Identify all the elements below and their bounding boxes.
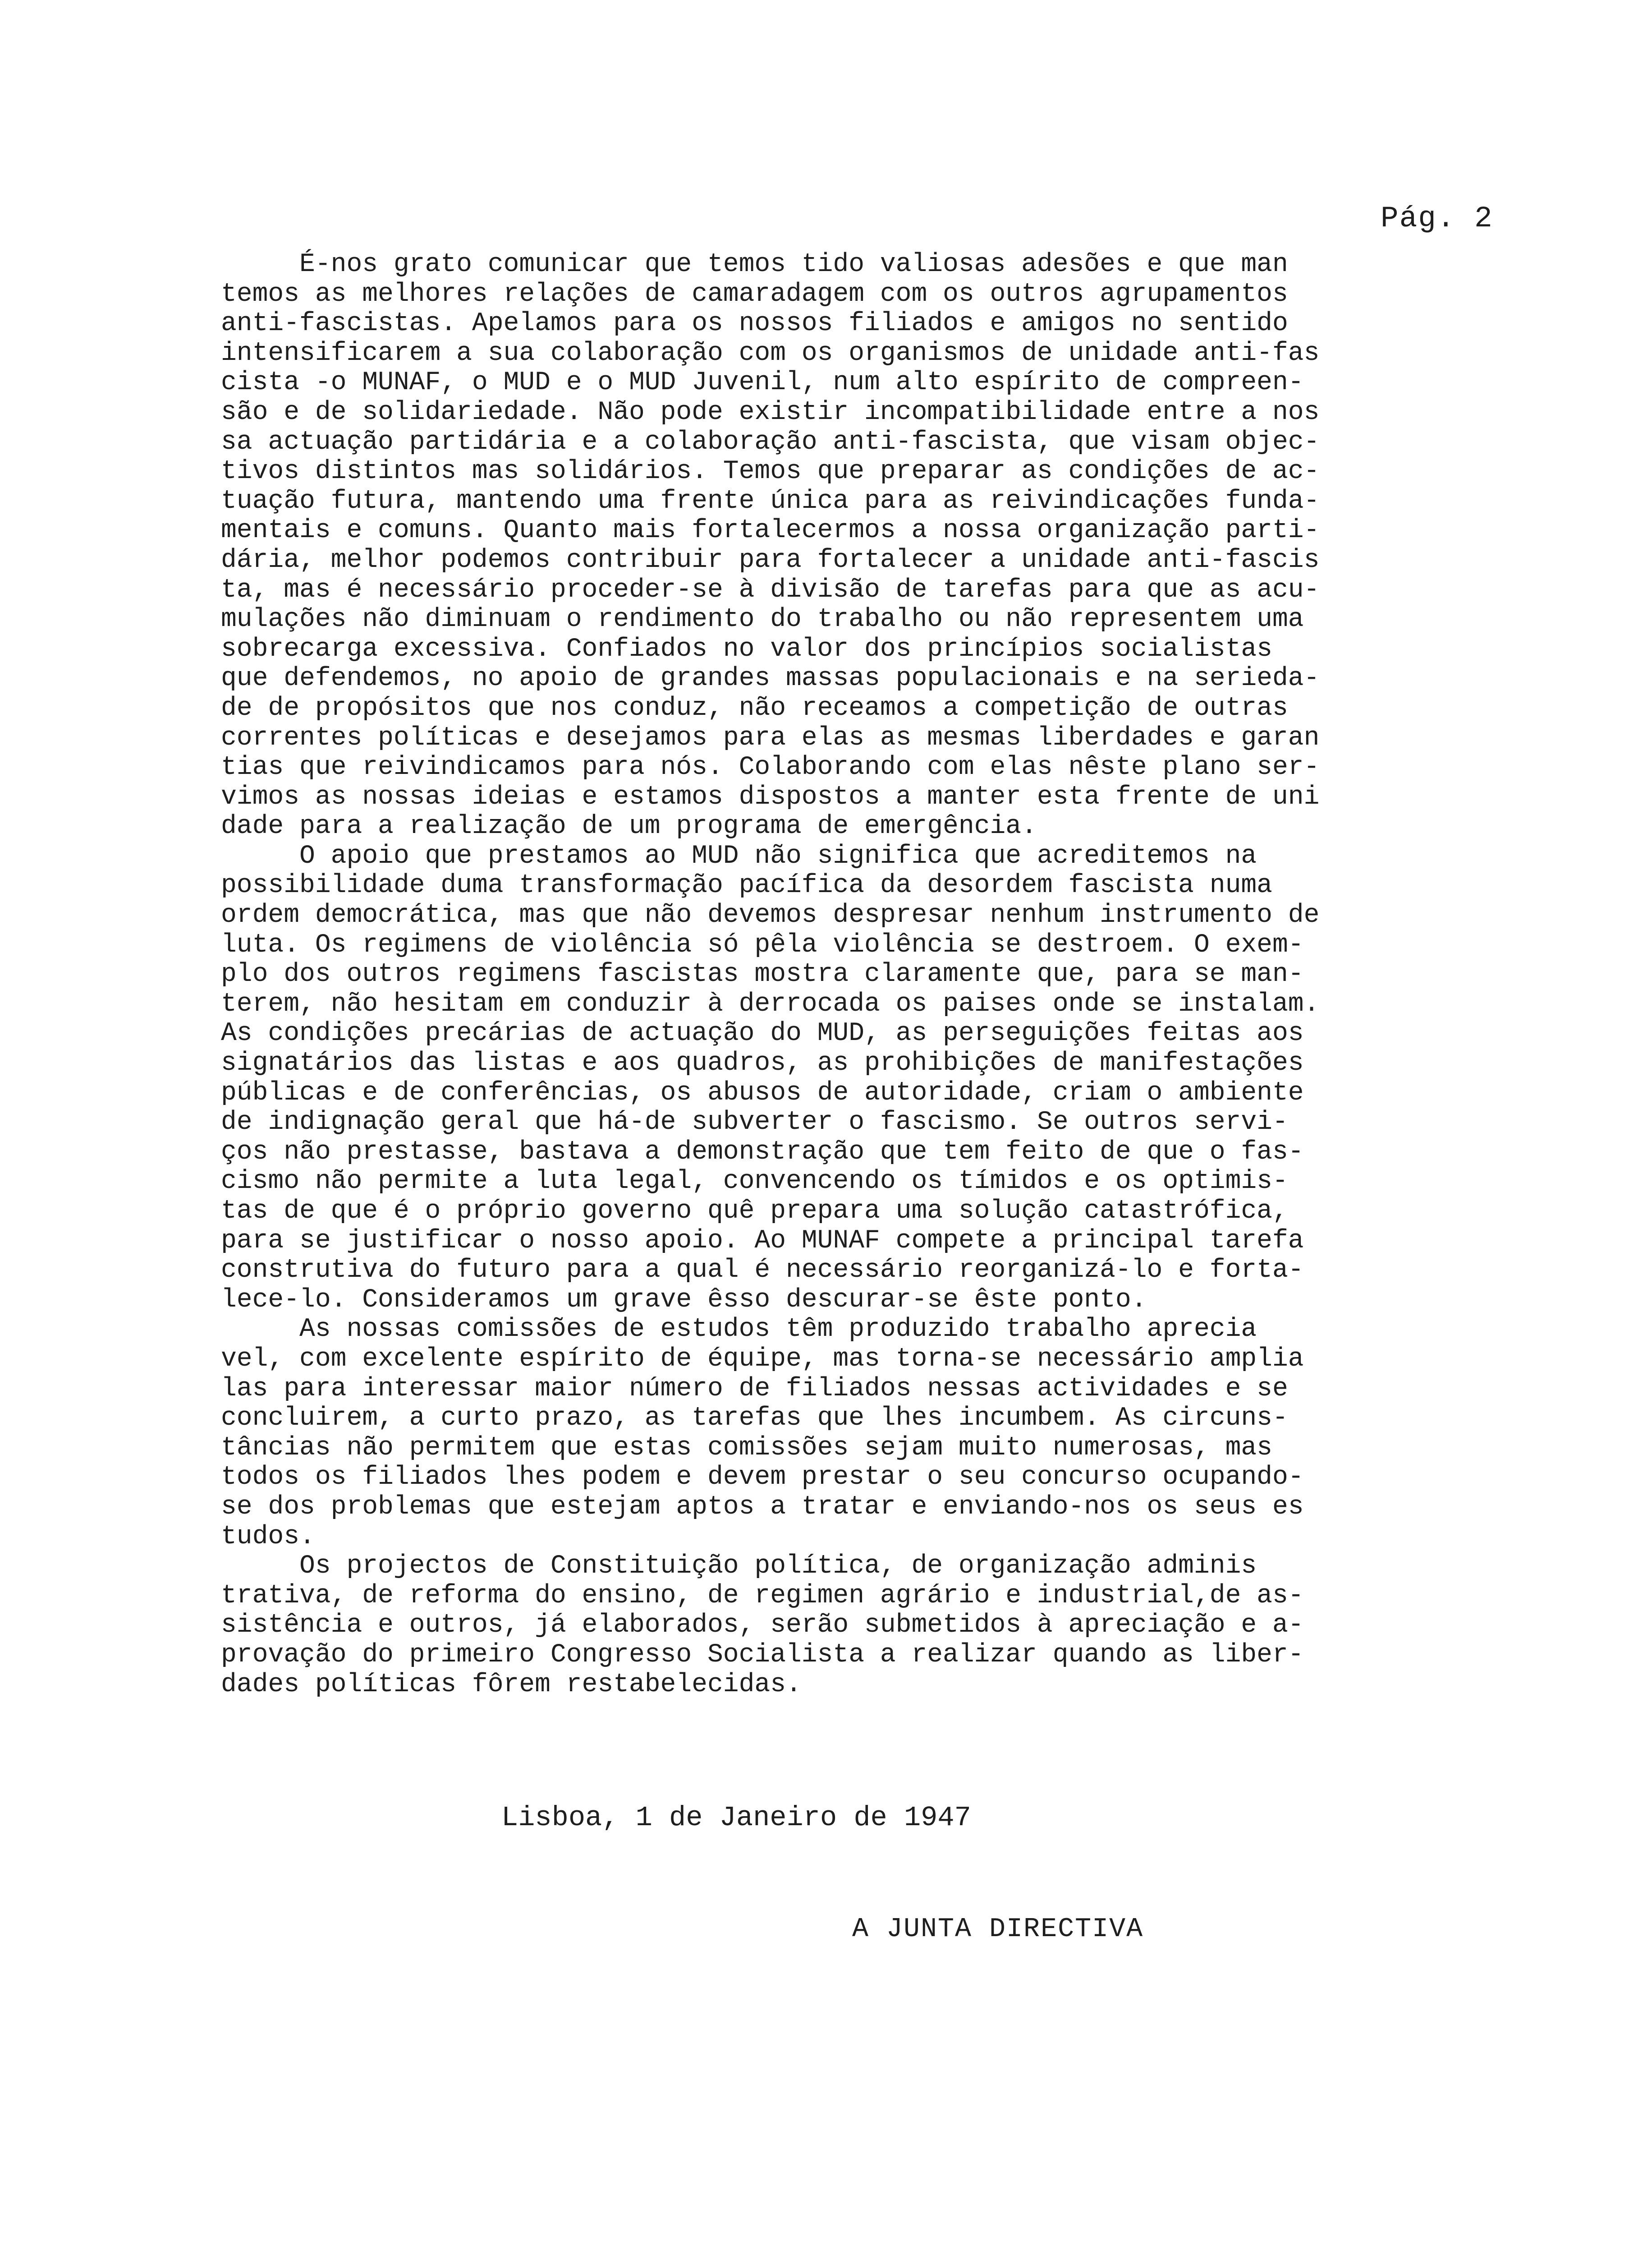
body-line: todos os filiados lhes podem e devem prestar o seu concurso ocupando- <box>221 1463 1304 1492</box>
body-line: se dos problemas que estejam aptos a tratar e enviando-nos os seus es <box>221 1492 1304 1522</box>
body-line: signatários das listas e aos quadros, as prohibições de manifestações <box>221 1049 1304 1078</box>
body-line: cismo não permite a luta legal, convencendo os tímidos e os optimis- <box>221 1167 1288 1197</box>
body-line: de indignação geral que há-de subverter o fascismo. Se outros servi- <box>221 1108 1288 1137</box>
body-line: sistência e outros, já elaborados, serão submetidos à apreciação e a- <box>221 1611 1304 1640</box>
body-line: tâncias não permitem que estas comissões sejam muito numerosas, mas <box>221 1433 1272 1463</box>
body-line: tuação futura, mantendo uma frente única para as reivindicações funda- <box>221 486 1320 516</box>
body-line: mentais e comuns. Quanto mais fortalecermos a nossa organização parti- <box>221 516 1320 546</box>
body-line: provação do primeiro Congresso Socialista a realizar quando as liber- <box>221 1640 1304 1670</box>
body-line: ordem democrática, mas que não devemos despresar nenhum instrumento de <box>221 901 1320 930</box>
body-line: É-nos grato comunicar que temos tido valiosas adesões e que man <box>221 250 1288 279</box>
body-line: dades políticas fôrem restabelecidas. <box>221 1670 802 1699</box>
body-line: terem, não hesitam em conduzir à derrocada os paises onde se instalam. <box>221 989 1320 1019</box>
body-line: tudos. <box>221 1522 315 1551</box>
body-line: intensificarem a sua colaboração com os organismos de unidade anti-fas <box>221 338 1320 368</box>
letter-body <box>221 250 1528 1699</box>
body-line: dade para a realização de um programa de emergência. <box>221 812 1037 842</box>
body-line: tas de que é o próprio governo quê prepara uma solução catastrófica, <box>221 1197 1288 1226</box>
body-line: sa actuação partidária e a colaboração anti-fascista, que visam objec- <box>221 427 1320 457</box>
body-line: que defendemos, no apoio de grandes massas populacionais e na serieda- <box>221 664 1320 694</box>
body-line: vimos as nossas ideias e estamos dispostos a manter esta frente de uni <box>221 782 1320 812</box>
body-line: possibilidade duma transformação pacífica da desordem fascista numa <box>221 871 1272 901</box>
body-line: vel, com excelente espírito de équipe, mas torna-se necessário amplia <box>221 1344 1304 1374</box>
body-line: dária, melhor podemos contribuir para fortalecer a unidade anti-fascis <box>221 545 1320 575</box>
body-line: tivos distintos mas solidários. Temos que preparar as condições de ac- <box>221 457 1320 487</box>
page-number: Pág. 2 <box>1381 202 1493 235</box>
body-line: são e de solidariedade. Não pode existir incompatibilidade entre a nos <box>221 397 1320 427</box>
body-line: para se justificar o nosso apoio. Ao MUNAF compete a principal tarefa <box>221 1226 1304 1256</box>
body-line: lece-lo. Consideramos um grave êsso descurar-se êste ponto. <box>221 1285 1147 1315</box>
body-line: sobrecarga excessiva. Confiados no valor dos princípios socialistas <box>221 634 1272 664</box>
body-line: tias que reivindicamos para nós. Colaborando com elas nêste plano ser- <box>221 753 1320 782</box>
body-line: concluirem, a curto prazo, as tarefas que lhes incumbem. As circuns- <box>221 1404 1288 1433</box>
body-line: luta. Os regimens de violência só pêla violência se destroem. O exem- <box>221 930 1304 960</box>
body-line: anti-fascistas. Apelamos para os nossos filiados e amigos no sentido <box>221 309 1288 339</box>
body-line: plo dos outros regimens fascistas mostra claramente que, para se man- <box>221 960 1304 989</box>
body-line: las para interessar maior número de filiados nessas actividades e se <box>221 1374 1288 1404</box>
body-line: correntes políticas e desejamos para elas as mesmas liberdades e garan <box>221 723 1320 753</box>
body-line: temos as melhores relações de camaradagem com os outros agrupamentos <box>221 279 1288 309</box>
signature: A JUNTA DIRECTIVA <box>852 1914 1144 1945</box>
body-line: As nossas comissões de estudos têm produzido trabalho aprecia <box>221 1315 1257 1344</box>
body-line: construtiva do futuro para a qual é necessário reorganizá-lo e forta- <box>221 1256 1304 1285</box>
body-line: ços não prestasse, bastava a demonstração que tem feito de que o fas- <box>221 1137 1304 1167</box>
body-line: As condições precárias de actuação do MUD, as perseguições feitas aos <box>221 1019 1304 1049</box>
place-and-date: Lisboa, 1 de Janeiro de 1947 <box>501 1802 971 1834</box>
body-line: cista -o MUNAF, o MUD e o MUD Juvenil, num alto espírito de compreen- <box>221 368 1304 398</box>
body-line: mulações não diminuam o rendimento do trabalho ou não representem uma <box>221 605 1304 635</box>
body-line: de de propósitos que nos conduz, não receamos a competição de outras <box>221 693 1288 723</box>
body-line: ta, mas é necessário proceder-se à divisão de tarefas para que as acu- <box>221 575 1320 605</box>
body-line: Os projectos de Constituição política, de organização adminis <box>221 1551 1257 1581</box>
body-line: trativa, de reforma do ensino, de regimen agrário e industrial,de as- <box>221 1581 1304 1611</box>
body-line: O apoio que prestamos ao MUD não significa que acreditemos na <box>221 841 1257 871</box>
body-line: públicas e de conferências, os abusos de autoridade, criam o ambiente <box>221 1078 1304 1108</box>
